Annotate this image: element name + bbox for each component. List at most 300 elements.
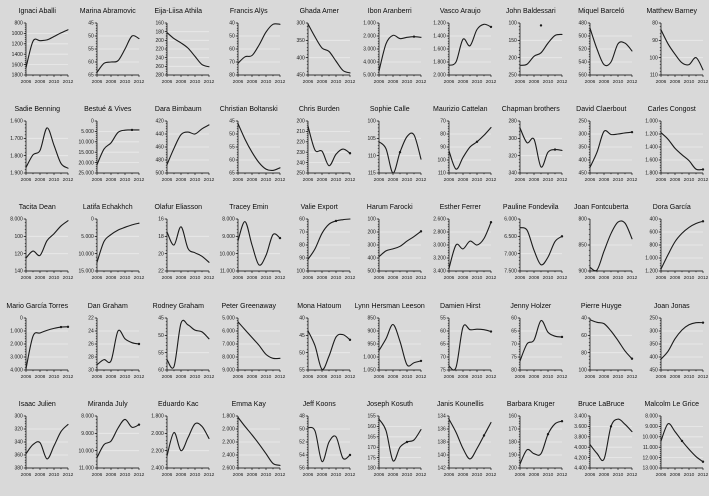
chart-svg xyxy=(143,412,213,488)
chart-svg xyxy=(284,19,354,95)
x-tick-label: 2010 xyxy=(119,178,131,184)
chart-title: Bestué & Vives xyxy=(84,106,132,114)
x-tick-label: 2006 xyxy=(161,276,173,282)
chart-svg xyxy=(214,314,284,390)
y-tick-label: 60 xyxy=(158,367,165,374)
y-tick-label: 200 xyxy=(367,230,376,237)
x-tick-label: 2012 xyxy=(415,374,427,380)
y-tick-label: 180 xyxy=(508,439,517,446)
y-tick-label: 3.000 xyxy=(363,46,376,53)
y-tick-label: 65 xyxy=(440,341,447,348)
data-point-marker xyxy=(702,321,704,323)
x-tick-label: 2006 xyxy=(514,178,526,184)
x-tick-label: 2008 xyxy=(105,472,117,478)
chart-title: Barbara Kruger xyxy=(506,400,555,408)
x-tick-label: 2006 xyxy=(373,472,385,478)
x-tick-label: 2008 xyxy=(316,80,328,85)
y-tick-label: 1.400 xyxy=(433,33,447,40)
y-tick-label: 160 xyxy=(367,423,376,430)
x-tick-label: 2008 xyxy=(175,276,187,282)
x-tick-label: 2012 xyxy=(556,374,568,380)
y-tick-label: 140 xyxy=(14,269,24,276)
y-tick-label: 8.000 xyxy=(222,217,235,224)
y-tick-label: 115 xyxy=(367,170,376,177)
x-tick-label: 2008 xyxy=(34,472,46,478)
data-line xyxy=(26,30,68,68)
x-tick-label: 2006 xyxy=(443,472,455,478)
chart-title: Dara Bimbaum xyxy=(154,106,202,114)
y-tick-label: 8.000 xyxy=(645,413,658,420)
x-tick-label: 2008 xyxy=(528,80,540,85)
y-tick-label: 2.000 xyxy=(151,430,165,437)
y-tick-label: 50 xyxy=(87,33,94,40)
x-tick-label: 2012 xyxy=(62,472,74,478)
chart-cell xyxy=(284,300,355,398)
chart-svg xyxy=(566,19,636,95)
x-tick-label: 2012 xyxy=(344,178,356,184)
chart-svg xyxy=(566,314,636,390)
x-tick-label: 2012 xyxy=(415,80,427,85)
chart-cell xyxy=(143,5,214,103)
x-tick-label: 2006 xyxy=(584,276,596,282)
y-tick-label: 100 xyxy=(367,118,376,125)
x-tick-label: 2006 xyxy=(20,80,32,85)
chart-svg xyxy=(214,117,284,193)
x-tick-label: 2010 xyxy=(401,472,413,478)
data-line xyxy=(661,133,703,170)
data-line xyxy=(661,30,703,70)
y-tick-label: 180 xyxy=(155,29,165,36)
y-tick-label: 60 xyxy=(299,217,306,224)
chart-svg xyxy=(496,215,566,291)
chart-cell xyxy=(425,201,496,299)
y-tick-label: 500 xyxy=(155,170,165,177)
x-tick-label: 2012 xyxy=(133,472,145,478)
chart-title: Marina Abramovic xyxy=(79,8,136,15)
chart-title: Sadie Benning xyxy=(14,106,61,114)
y-tick-label: 11.000 xyxy=(642,444,658,451)
chart-svg xyxy=(214,215,284,291)
y-tick-label: 560 xyxy=(578,72,588,79)
x-tick-label: 2012 xyxy=(697,374,709,380)
chart-title: Mario García Torres xyxy=(6,302,69,310)
y-tick-label: 10.000 xyxy=(219,251,235,258)
y-tick-label: 190 xyxy=(508,452,517,459)
chart-title: Eija-Liisa Athila xyxy=(154,8,202,15)
chart-title: Maurizio Cattelan xyxy=(433,106,488,114)
chart-cell xyxy=(566,300,637,398)
x-tick-label: 2008 xyxy=(387,472,399,478)
y-tick-label: 350 xyxy=(578,144,588,151)
y-tick-label: 1.000 xyxy=(645,118,658,125)
x-tick-label: 2012 xyxy=(485,472,497,478)
chart-cell xyxy=(637,201,708,299)
y-tick-label: 2.600 xyxy=(433,217,447,224)
y-tick-label: 9.000 xyxy=(222,367,235,374)
chart-title: Jeff Koons xyxy=(302,400,336,408)
chart-title: Olafur Eliasson xyxy=(154,204,202,212)
y-tick-label: 1.600 xyxy=(10,118,24,125)
x-tick-label: 2010 xyxy=(260,472,272,478)
y-tick-label: 50 xyxy=(228,131,235,138)
chart-title: Peter Greenaway xyxy=(221,302,276,310)
x-tick-label: 2012 xyxy=(415,472,427,478)
y-tick-label: 200 xyxy=(155,38,165,45)
chart-title: Vasco Araujo xyxy=(439,8,481,15)
chart-cell xyxy=(355,103,426,201)
chart-title: Sophie Calle xyxy=(369,106,410,114)
data-line xyxy=(379,419,421,461)
chart-svg xyxy=(143,314,213,390)
y-tick-label: 240 xyxy=(155,55,165,62)
data-point-marker xyxy=(67,325,69,327)
y-tick-label: 110 xyxy=(438,170,447,177)
chart-svg xyxy=(214,19,284,95)
x-tick-label: 2010 xyxy=(119,80,131,85)
y-tick-label: 1600 xyxy=(11,62,24,69)
y-tick-label: 1.700 xyxy=(10,136,24,143)
data-point-marker xyxy=(547,433,549,435)
y-tick-label: 80 xyxy=(581,349,588,356)
y-tick-label: 5.000 xyxy=(363,72,376,79)
x-tick-label: 2010 xyxy=(401,178,413,184)
x-tick-label: 2012 xyxy=(274,374,286,380)
x-tick-label: 2010 xyxy=(401,80,413,85)
y-tick-label: 25.000 xyxy=(78,170,94,177)
y-tick-label: 250 xyxy=(649,315,658,322)
y-tick-label: 60 xyxy=(228,46,235,53)
chart-cell xyxy=(355,398,426,496)
x-tick-label: 2010 xyxy=(189,472,201,478)
x-tick-label: 2012 xyxy=(62,276,74,282)
y-tick-label: 20.000 xyxy=(78,160,94,167)
chart-cell xyxy=(496,398,567,496)
x-tick-label: 2006 xyxy=(584,374,596,380)
data-point-marker xyxy=(490,221,492,223)
chart-title: Latifa Echakhch xyxy=(82,204,133,212)
chart-svg xyxy=(496,19,566,95)
chart-cell xyxy=(143,398,214,496)
y-tick-label: 200 xyxy=(296,118,306,125)
data-line xyxy=(449,419,491,459)
y-tick-label: 4.000 xyxy=(10,367,24,374)
y-tick-label: 540 xyxy=(578,59,588,66)
x-tick-label: 2012 xyxy=(133,276,145,282)
x-tick-label: 2006 xyxy=(373,80,385,85)
chart-svg xyxy=(73,215,143,291)
x-tick-label: 2012 xyxy=(344,472,356,478)
data-point-marker xyxy=(420,359,422,361)
x-tick-label: 2006 xyxy=(514,472,526,478)
y-tick-label: 320 xyxy=(14,426,24,433)
data-point-marker xyxy=(279,237,281,239)
y-tick-label: 40 xyxy=(581,315,588,322)
y-tick-label: 155 xyxy=(367,413,376,420)
x-tick-label: 2008 xyxy=(316,276,328,282)
chart-title: Dan Graham xyxy=(87,302,128,310)
x-tick-label: 2010 xyxy=(330,472,342,478)
y-tick-label: 54 xyxy=(299,452,306,459)
data-point-marker xyxy=(60,325,62,327)
chart-svg xyxy=(566,215,636,291)
data-line xyxy=(167,320,209,368)
data-line xyxy=(379,35,421,71)
y-tick-label: 110 xyxy=(649,72,658,79)
y-tick-label: 160 xyxy=(508,413,517,420)
chart-cell xyxy=(637,300,708,398)
y-tick-label: 2.000 xyxy=(433,72,447,79)
y-tick-label: 4.200 xyxy=(574,455,588,462)
x-tick-label: 2012 xyxy=(133,80,145,85)
chart-cell xyxy=(284,103,355,201)
x-tick-label: 2008 xyxy=(246,276,258,282)
chart-title: Esther Ferrer xyxy=(439,204,481,212)
x-tick-label: 2006 xyxy=(20,374,32,380)
y-tick-label: 3.800 xyxy=(574,434,588,441)
data-line xyxy=(590,221,632,271)
y-tick-label: 142 xyxy=(437,465,447,472)
y-tick-label: 500 xyxy=(578,33,588,40)
y-tick-label: 900 xyxy=(578,269,588,276)
chart-cell xyxy=(496,103,567,201)
y-tick-label: 1000 xyxy=(11,31,24,38)
y-tick-label: 200 xyxy=(508,55,517,62)
x-tick-label: 2008 xyxy=(246,374,258,380)
data-line xyxy=(308,126,350,166)
x-tick-label: 2010 xyxy=(48,472,60,478)
y-tick-label: 380 xyxy=(14,465,24,472)
y-tick-label: 240 xyxy=(296,160,306,167)
x-tick-label: 2006 xyxy=(91,374,103,380)
y-tick-label: 4.000 xyxy=(574,444,588,451)
chart-title: Damien Hirst xyxy=(440,302,481,310)
y-tick-label: 600 xyxy=(649,230,658,237)
y-tick-label: 40 xyxy=(299,315,306,322)
y-tick-label: 1.800 xyxy=(10,153,24,160)
y-tick-label: 90 xyxy=(651,38,658,45)
data-point-marker xyxy=(681,440,683,442)
x-tick-label: 2006 xyxy=(302,472,314,478)
y-tick-label: 1.000 xyxy=(363,354,376,361)
y-tick-label: 1.800 xyxy=(433,59,447,66)
x-tick-label: 2010 xyxy=(330,374,342,380)
y-tick-label: 300 xyxy=(578,131,588,138)
chart-cell xyxy=(73,5,144,103)
x-tick-label: 2008 xyxy=(669,276,681,282)
x-tick-label: 2006 xyxy=(302,374,314,380)
y-tick-label: 1800 xyxy=(11,72,24,79)
y-tick-label: 50 xyxy=(299,426,306,433)
y-tick-label: 105 xyxy=(367,136,376,143)
y-tick-label: 90 xyxy=(440,144,447,151)
x-tick-label: 2006 xyxy=(373,178,385,184)
chart-title: Tracey Emin xyxy=(229,204,269,212)
data-point-marker xyxy=(561,236,563,238)
y-tick-label: 300 xyxy=(649,328,658,335)
x-tick-label: 2008 xyxy=(175,80,187,85)
y-tick-label: 70 xyxy=(440,118,447,125)
y-tick-label: 200 xyxy=(508,465,517,472)
data-point-marker xyxy=(399,151,401,153)
data-point-marker xyxy=(631,357,633,359)
chart-cell xyxy=(214,201,285,299)
chart-title: Jenny Holzer xyxy=(510,302,552,310)
y-tick-label: 170 xyxy=(367,444,376,451)
x-tick-label: 2006 xyxy=(20,276,32,282)
chart-svg xyxy=(284,314,354,390)
data-line xyxy=(520,228,562,265)
x-tick-label: 2006 xyxy=(91,80,103,85)
data-point-marker xyxy=(476,141,478,143)
x-tick-label: 2010 xyxy=(401,276,413,282)
chart-cell xyxy=(143,300,214,398)
data-line xyxy=(26,221,68,258)
data-line xyxy=(520,128,562,167)
y-tick-label: 175 xyxy=(367,455,376,462)
chart-cell xyxy=(143,201,214,299)
x-tick-label: 2012 xyxy=(697,472,709,478)
chart-svg xyxy=(637,412,707,488)
chart-cell xyxy=(214,103,285,201)
y-tick-label: 450 xyxy=(649,367,658,374)
chart-svg xyxy=(425,215,495,291)
chart-svg xyxy=(2,412,72,488)
x-tick-label: 2010 xyxy=(542,80,554,85)
chart-title: Ghada Amer xyxy=(299,8,339,15)
y-tick-label: 100 xyxy=(437,157,447,164)
x-tick-label: 2008 xyxy=(598,374,610,380)
data-line xyxy=(238,417,280,465)
y-tick-label: 2.200 xyxy=(151,448,165,455)
y-tick-label: 2.000 xyxy=(10,341,24,348)
x-tick-label: 2006 xyxy=(161,374,173,380)
x-tick-label: 2012 xyxy=(274,276,286,282)
y-tick-label: 250 xyxy=(296,170,306,177)
chart-cell xyxy=(143,103,214,201)
data-point-marker xyxy=(349,338,351,340)
chart-cell xyxy=(566,398,637,496)
chart-title: Emma Kay xyxy=(231,400,266,408)
y-tick-label: 1.800 xyxy=(222,413,235,420)
y-tick-label: 8.000 xyxy=(10,217,24,224)
y-tick-label: 75 xyxy=(440,367,447,374)
x-tick-label: 2008 xyxy=(528,374,540,380)
y-tick-label: 300 xyxy=(508,136,517,143)
chart-svg xyxy=(143,117,213,193)
chart-cell xyxy=(2,103,73,201)
y-tick-label: 800 xyxy=(578,217,588,224)
x-tick-label: 2006 xyxy=(232,178,244,184)
chart-cell xyxy=(496,201,567,299)
x-tick-label: 2008 xyxy=(598,472,610,478)
chart-cell xyxy=(355,300,426,398)
x-tick-label: 2008 xyxy=(457,472,469,478)
data-line xyxy=(238,222,280,266)
y-tick-label: 55 xyxy=(228,144,235,151)
x-tick-label: 2006 xyxy=(161,472,173,478)
x-tick-label: 2010 xyxy=(471,80,483,85)
data-line xyxy=(379,232,421,257)
x-tick-label: 2006 xyxy=(655,374,667,380)
data-point-marker xyxy=(702,220,704,222)
x-tick-label: 2010 xyxy=(683,276,695,282)
y-tick-label: 60 xyxy=(87,59,94,66)
x-tick-label: 2012 xyxy=(626,80,638,85)
chart-cell xyxy=(425,300,496,398)
y-tick-label: 1.000 xyxy=(10,328,24,335)
data-point-marker xyxy=(540,24,542,26)
y-tick-label: 10.000 xyxy=(642,434,658,441)
x-tick-label: 2006 xyxy=(655,276,667,282)
x-tick-label: 2010 xyxy=(119,276,131,282)
chart-svg xyxy=(496,412,566,488)
data-point-marker xyxy=(702,168,704,170)
y-tick-label: 1.800 xyxy=(645,170,658,177)
x-tick-label: 2008 xyxy=(598,178,610,184)
x-tick-label: 2010 xyxy=(683,178,695,184)
y-tick-label: 850 xyxy=(367,315,376,322)
x-tick-label: 2008 xyxy=(175,374,187,380)
x-tick-label: 2010 xyxy=(260,178,272,184)
y-tick-label: 150 xyxy=(508,38,517,45)
y-tick-label: 2.200 xyxy=(222,439,235,446)
x-tick-label: 2006 xyxy=(514,374,526,380)
x-tick-label: 2006 xyxy=(514,80,526,85)
x-tick-label: 2010 xyxy=(330,178,342,184)
data-point-marker xyxy=(131,129,133,131)
chart-cell xyxy=(425,103,496,201)
chart-svg xyxy=(143,19,213,95)
chart-svg xyxy=(143,215,213,291)
y-tick-label: 65 xyxy=(510,328,517,335)
chart-svg xyxy=(566,412,636,488)
y-tick-label: 100 xyxy=(367,217,376,224)
x-tick-label: 2012 xyxy=(133,178,145,184)
y-tick-label: 0 xyxy=(20,315,24,322)
x-tick-label: 2010 xyxy=(471,374,483,380)
x-tick-label: 2006 xyxy=(20,472,32,478)
x-tick-label: 2008 xyxy=(669,178,681,184)
y-tick-label: 2.800 xyxy=(433,230,447,237)
y-tick-label: 65 xyxy=(87,72,94,79)
y-tick-label: 80 xyxy=(228,72,235,79)
y-tick-label: 16 xyxy=(158,217,165,224)
y-tick-label: 13.000 xyxy=(642,465,658,472)
chart-svg xyxy=(2,117,72,193)
data-line xyxy=(238,321,280,358)
y-tick-label: 8.000 xyxy=(81,413,94,420)
y-tick-label: 55 xyxy=(158,349,165,356)
y-tick-label: 0 xyxy=(90,118,94,125)
chart-cell xyxy=(637,398,708,496)
y-tick-label: 45 xyxy=(87,20,94,27)
chart-svg xyxy=(566,117,636,193)
x-tick-label: 2010 xyxy=(683,80,695,85)
chart-svg xyxy=(496,314,566,390)
data-point-marker xyxy=(702,460,704,462)
y-tick-label: 360 xyxy=(14,452,24,459)
y-tick-label: 60 xyxy=(581,332,588,339)
x-tick-label: 2008 xyxy=(669,80,681,85)
x-tick-label: 2010 xyxy=(189,178,201,184)
x-tick-label: 2008 xyxy=(316,472,328,478)
chart-svg xyxy=(284,412,354,488)
y-tick-label: 9.000 xyxy=(222,234,235,241)
chart-cell xyxy=(284,398,355,496)
y-tick-label: 165 xyxy=(367,434,376,441)
x-tick-label: 2008 xyxy=(34,178,46,184)
y-tick-label: 3.400 xyxy=(433,269,447,276)
